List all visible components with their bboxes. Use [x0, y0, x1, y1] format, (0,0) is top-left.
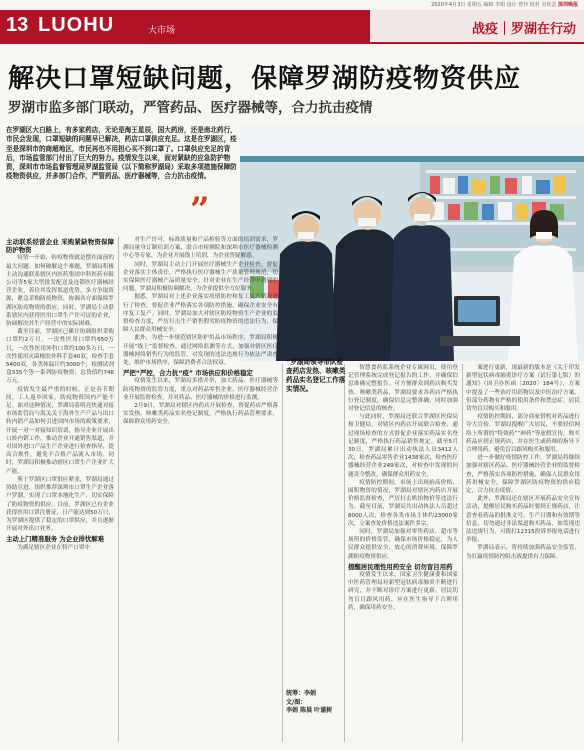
section-heading: 主动联系经营企业 采购紧缺物资保障防护物资: [6, 238, 114, 255]
column-rule: [344, 364, 345, 742]
body-paragraph: 此外，为进一步规范辖区防护用品市场秩序，罗湖局积极开展“线上”监督检查，通过网络监测等方式，加强对辖区医疗器械网络销售行为的监管，对发现的违法违规行为依法严肃查处，维护市场秩序，保障消费者合法权益。: [123, 335, 278, 367]
body-paragraph: 进一步做好疫情防控工作，罗湖局将继续加强对辖区药品、医疗器械经营企业的监督检查，严格落实各项防控措施，确保人民群众用药用械安全，保障罗湖区防疫物资的供应稳定，合力抗击疫情。: [466, 455, 580, 495]
article-column-1: [6, 236, 114, 746]
body-paragraph: 同时，罗湖局加强对零售药店、超市等场所的价格监管，确保市场价格稳定，为人民群众提供安全、放心的消费环境，保障罗湖防疫物资供应。: [348, 529, 458, 560]
byline: [286, 690, 338, 716]
page-number: 13: [6, 14, 29, 36]
article-column-4: [466, 364, 580, 746]
subheadline: 罗湖市监多部门联动，严管药品、医疗器械等，合力抗击疫情: [8, 100, 373, 116]
text-credit-label: 文/图：: [286, 698, 307, 706]
section-heading: 严把“严控，合力抗“疫” 市场供应和价格稳定: [123, 369, 253, 378]
section-heading: 主动上门精准服务 为企业排忧解难: [6, 535, 105, 544]
body-paragraph: 与此同时，罗湖局还联合罗湖区医保局和卫健局，对辖区内药店开展联合检查，通过现场检查的方式督促企业落实药品实名登记制度，严格执行药品销售规定。截至5月30日，罗湖局累计出动执法人员3412人次，检查药品零售企业1438家次，检查医疗器械经营企业249家次，对检查中发现的问题责令整改，确保群众用药安全。: [348, 414, 458, 478]
dateline-bar: [0, 0, 584, 10]
header-band: [0, 10, 370, 42]
pharmacy-inspection-illustration: [240, 126, 584, 361]
column-title: 战疫｜罗湖在行动: [471, 22, 576, 37]
quote-mark-icon: ”: [190, 190, 210, 230]
article-column-2: [123, 236, 278, 746]
body-paragraph: 据悉，罗湖局对上述企业落实疫情防控和复工复产情况进行了检查，督促企业严格落实各项防控措施，确保企业安全有序复工复产。同时，罗湖局加大对辖区防疫物资生产企业的监督检查力度，严厉打击生产销售假劣防疫物资的违法行为，保障人民群众用械安全。: [123, 294, 278, 334]
body-paragraph: 案进行更新，现最新的版本是《关于印发新型冠状病毒肺炎诊疗方案（试行第七版）的通知》（国卫办医函〔2020〕184号），方案中提及了一些治疗用药物以及中医治疗方案，但部分药物有严格的使用条件和禁忌症，居民切勿盲目购买和服用。: [466, 365, 580, 413]
writer-credit: 统筹：李娟: [286, 690, 317, 697]
column-band: [370, 10, 584, 42]
body-paragraph: 鉴于罗湖区口罩供应紧张，罗湖局通过协助引进、组织推荐深圳市口罩生产企业落户罗湖，实现了口罩本地化生产，切实保障了防疫物资的供应。目前，罗湖区已有企业获得医用口罩注册证，日产能达到50万只，为罗湖区提供了稳定的口罩供应，并且逐渐开展对外出口业务。: [6, 476, 114, 533]
body-paragraph: 同时，罗湖局主动上门开展医疗器械生产企业检查，督促企业落实主体责任，严格执行医疗器械生产质量管理规范，切实保障医疗器械产品质量安全。针对企业在生产经营中遇到的问题，罗湖局积极协调解决，为企业提供全方位服务。: [123, 261, 278, 293]
column-rule: [282, 364, 283, 742]
body-paragraph: 2月9日，罗湖局对辖区内药店开展检查，督促药店严格落实发热、咳嗽类药品实名登记制度，严格执行药品管理要求，保障群众用药安全。: [123, 403, 278, 426]
body-paragraph: 为满足辖区企业在特产口罩中: [17, 544, 90, 551]
section-name: LUOHU: [38, 14, 115, 36]
column-rule: [462, 364, 463, 742]
body-paragraph: 疫情防控期间，市场上出现抬高价格、囤积物资的情况，罗湖局对辖区内药店开展价格监督检查，严厉打击哄抬物价等违法行为。截至目前，罗湖局共出动执法人员超过8000人次，检查各类市场主体约23000家次，立案查处价格违法案件多宗。: [348, 479, 458, 527]
dateline: 2020年4月3日 星期五 编辑 李娟 设计 曾玲 校对 吴钦芸: [431, 2, 557, 8]
body-paragraph: 截至目前，罗湖区已累计协调组织采购口罩约2万只，一次性医用口罩约650万只，一次性医用外科口罩约100多万只，一次性使用灭菌橡胶外科手套40双，检查手套5400双，各类体温计约3000个，检测试剂盒335个等一系列防疫物资；总货值约748万元。: [6, 329, 114, 385]
body-paragraph: 疫情发生最严重的时候，正是春节期间，工人返乡回家，防疫物资国内产能不足。面对这种情况，罗湖局着明亮快速对接市场监管局与海关关于海外生产产品与出口转内销产品如何引进国内市场的政策要求，开展一对一对接知识培训，指导企业开展出口转内销工作，推动企业开通销售渠道，并对国外进口产品生产企业进行检查指导，提高合规性，避免不合格产品流入市场。同时，罗湖局积极推动辖区口罩生产企业扩大产能。: [6, 386, 114, 475]
brand-logo: 深圳晚报: [557, 2, 578, 8]
body-paragraph: 此外，罗湖局还在辖区开展药品安全宣传活动，提醒居民购买药品时要到正规药店，注意查看药品的批准文号、生产日期和有效期等信息，切勿通过非法渠道购买药品，如发现违法违规行为，可拨打12315投诉举报电话进行举报。: [466, 496, 580, 544]
text-credit-authors: 李娟 陈晨 叶谨树: [286, 707, 333, 714]
body-paragraph: 疫情发生以来，国家卫生健康委和国家中医药管理局对新型冠状病毒肺炎不断进行研究，并不断对诊疗方案进行更新。居民切勿盲目跟风用药，应在医生指导下合理用药，确保用药安全。: [348, 572, 458, 611]
body-paragraph: 罗湖局表示，将持续加强药品安全监管，为打赢疫情防控阻击战提供有力保障。: [466, 545, 580, 560]
news-photo: [240, 126, 584, 361]
body-paragraph: 对生产许可，标准质量和产品检验等方面的培训需求，罗湖局量身订制培训方案，联合市检测院和深圳市医疗器械检测中心等专家，为企业开展线上培训，为企业答疑解惑。: [123, 237, 278, 260]
body-paragraph: 智慧食药监系统企业专属网页，使用登记管理系统完成登记报告的工作，并确保信息准确完整报告。可方便群众到药店购买发热、咳嗽类药品，罗湖局要求各药店严格执行登记制度，确保信息完整准确，同时加强对登记信息的核查。: [348, 365, 458, 413]
page-header: [0, 10, 584, 44]
section-heading: 提醒居民理性用药安全 切勿盲目用药: [348, 562, 453, 571]
column-rule: [118, 236, 119, 742]
lead-paragraph: 在罗湖区大白路上，有多家药店，无论是海王星辰，国大药房，还是南北药行，市民会发现，口罩短缺的问题早已解决，药店口罩供应充足。这是在罗湖区，疫至是深圳市的商超地区，市民再也不用担心买不到口罩了。口罩供应充足的背后，市场监管部门付出了巨大的努力。疫情发生以来，面对紧缺的应急防护物资，深圳市市场监督管理局罗湖监管局（以下简称罗湖局）采取多项措施保障防疫物资供应，并多部门合作，严管药品、医疗器械等，合力抗击疫情。: [6, 126, 237, 181]
article-column-3: [348, 364, 458, 746]
section-sub: 大市场: [148, 26, 176, 36]
body-paragraph: 疫情防控期间，部分商家借机对药品进行夸大宣传，罗湖局提醒广大居民，不要轻信网络上所谓的“特效药”“神药”等虚假宣传，购买药品应到正规药店，并在医生或药师的指导下合理用药，避免盲目跟风购买和服用。: [466, 414, 580, 454]
body-paragraph: 疫情一开始，防疫物资就是摆在面前的最大问题。如何破解这个难题，罗湖局积极主动沟通联系辖区内医药集团中科医药有限公司等5家大型批发配送及连锁医疗器械经营企业，着位其发挥渠道优势，多方争取资源，紧急采购防疫物资，协调各方面保障罗湖区防疫物资的供应。同时，罗湖局主动联系辖区内获得医用口罩生产许可证的企业，协调解决其生产经营中的实际困难。: [6, 255, 114, 328]
headline: 解决口罩短缺问题，保障罗湖防疫物资供应: [8, 64, 522, 94]
body-paragraph: 疫情发生以来，罗湖局多措并举，加大药品、医疗器械等防疫物资的监管力度，重点对药品零售企业、医疗器械经营企业开展监督检查，并对药品、医疗器械的价格进行监测。: [123, 378, 278, 401]
photo-caption: “罗湖局领导带队检查药店发热、咳嗽类药品实名登记工作落实情况。: [286, 358, 346, 393]
